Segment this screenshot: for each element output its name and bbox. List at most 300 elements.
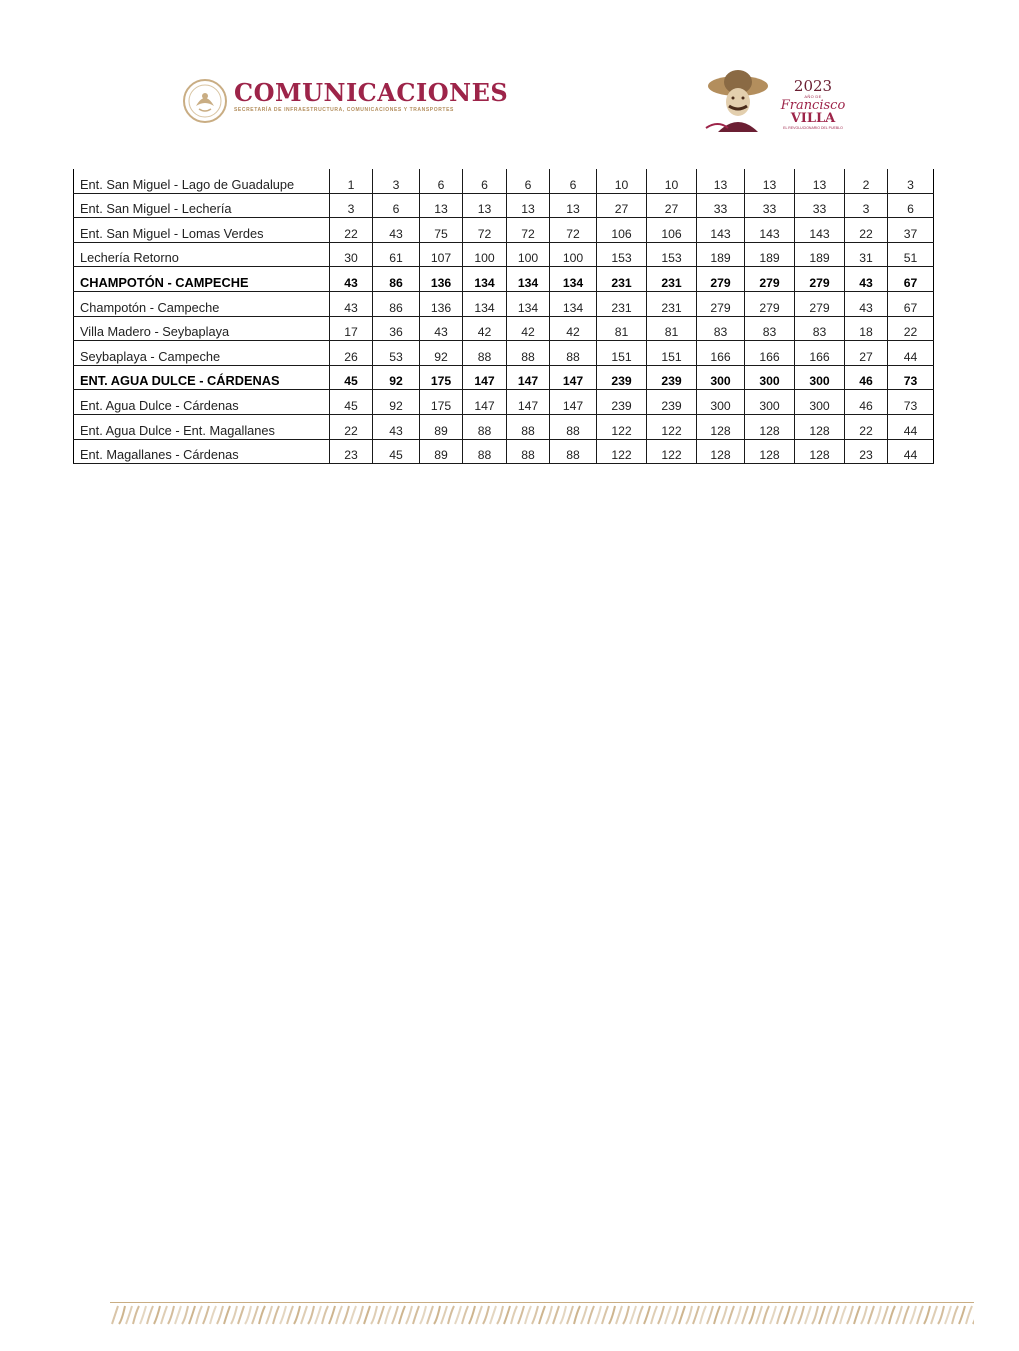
- route-name-cell: Ent. San Miguel - Lago de Guadalupe: [74, 169, 330, 193]
- rate-cell: 300: [697, 365, 745, 390]
- rate-cell: 72: [507, 218, 550, 243]
- rate-cell: 136: [420, 291, 463, 316]
- ornament-stroke: [959, 1306, 965, 1324]
- table-row: [74, 390, 934, 415]
- rate-cell: 134: [507, 267, 550, 292]
- rate-cell: 300: [697, 390, 745, 415]
- rate-cell: 73: [888, 365, 934, 390]
- route-name-cell: Seybaplaya - Campeche: [74, 341, 330, 366]
- ornament-stroke: [462, 1306, 468, 1324]
- agency-subtitle: SECRETARÍA DE INFRAESTRUCTURA, COMUNICACIONES Y TRANSPORTES: [234, 107, 454, 113]
- rate-cell: 128: [745, 414, 795, 439]
- ornament-stroke: [371, 1306, 377, 1324]
- ornament-stroke: [385, 1306, 391, 1324]
- route-name-cell: Ent. Magallanes - Cárdenas: [74, 439, 330, 464]
- ornament-stroke: [413, 1306, 419, 1324]
- rate-cell: 3: [373, 169, 420, 193]
- rate-cell: 231: [647, 291, 697, 316]
- ornament-stroke: [245, 1306, 251, 1324]
- rate-cell: 231: [647, 267, 697, 292]
- rate-cell: 88: [463, 414, 507, 439]
- ornament-stroke: [518, 1306, 524, 1324]
- ornament-stroke: [259, 1306, 265, 1324]
- ornament-stroke: [140, 1306, 146, 1324]
- rate-cell: 279: [697, 267, 745, 292]
- rate-cell: 107: [420, 242, 463, 267]
- rate-cell: 128: [795, 414, 845, 439]
- rate-cell: 189: [795, 242, 845, 267]
- rate-cell: 147: [507, 390, 550, 415]
- ornament-stroke: [966, 1306, 972, 1324]
- rate-cell: 45: [373, 439, 420, 464]
- ornament-stroke: [119, 1306, 125, 1324]
- rate-cell: 89: [420, 439, 463, 464]
- rate-cell: 23: [845, 439, 888, 464]
- rate-cell: 86: [373, 267, 420, 292]
- ornament-stroke: [161, 1306, 167, 1324]
- ornament-stroke: [826, 1306, 832, 1324]
- ornament-stroke: [147, 1306, 153, 1324]
- ornament-stroke: [637, 1306, 643, 1324]
- rate-cell: 27: [845, 341, 888, 366]
- ornament-stroke: [728, 1306, 734, 1324]
- table-row: [74, 169, 934, 193]
- ornament-stroke: [532, 1306, 538, 1324]
- ornament-stroke: [798, 1306, 804, 1324]
- rate-cell: 2: [845, 169, 888, 193]
- ornament-stroke: [546, 1306, 552, 1324]
- ornament-stroke: [749, 1306, 755, 1324]
- national-seal-icon: [182, 78, 228, 124]
- ornament-stroke: [686, 1306, 692, 1324]
- rate-cell: 189: [697, 242, 745, 267]
- rate-cell: 88: [550, 439, 597, 464]
- ornament-stroke: [357, 1306, 363, 1324]
- rate-cell: 83: [697, 316, 745, 341]
- rate-cell: 43: [845, 291, 888, 316]
- rate-cell: 46: [845, 365, 888, 390]
- ornament-stroke: [231, 1306, 237, 1324]
- villa-year: 2023: [793, 77, 833, 95]
- rate-cell: 100: [463, 242, 507, 267]
- rate-cell: 43: [373, 218, 420, 243]
- rate-cell: 22: [330, 414, 373, 439]
- rate-cell: 147: [550, 390, 597, 415]
- rate-cell: 67: [888, 267, 934, 292]
- ornament-stroke: [217, 1306, 223, 1324]
- rate-cell: 128: [697, 414, 745, 439]
- rate-cell: 33: [697, 193, 745, 218]
- ornament-stroke: [378, 1306, 384, 1324]
- table-row: [74, 242, 934, 267]
- rate-cell: 239: [647, 390, 697, 415]
- rate-cell: 22: [888, 316, 934, 341]
- table-row: [74, 341, 934, 366]
- villa-tag: AÑO DE: [804, 94, 822, 99]
- ornament-stroke: [168, 1306, 174, 1324]
- ornament-stroke: [665, 1306, 671, 1324]
- ornament-stroke: [182, 1306, 188, 1324]
- ornament-stroke: [812, 1306, 818, 1324]
- rate-cell: 88: [550, 341, 597, 366]
- rate-cell: 75: [420, 218, 463, 243]
- route-name-cell: Ent. San Miguel - Lechería: [74, 193, 330, 218]
- rate-cell: 147: [463, 390, 507, 415]
- rate-cell: 6: [420, 169, 463, 193]
- ornament-stroke: [805, 1306, 811, 1324]
- rate-cell: 231: [597, 267, 647, 292]
- ornament-stroke: [455, 1306, 461, 1324]
- ornament-stroke: [721, 1306, 727, 1324]
- route-name-cell: Ent. San Miguel - Lomas Verdes: [74, 218, 330, 243]
- route-name-cell: Ent. Agua Dulce - Cárdenas: [74, 390, 330, 415]
- rate-cell: 13: [420, 193, 463, 218]
- rate-cell: 6: [507, 169, 550, 193]
- rate-cell: 92: [420, 341, 463, 366]
- ornament-stroke: [735, 1306, 741, 1324]
- ornament-stroke: [840, 1306, 846, 1324]
- rate-cell: 147: [463, 365, 507, 390]
- route-name-cell: Champotón - Campeche: [74, 291, 330, 316]
- ornament-stroke: [784, 1306, 790, 1324]
- table-row: [74, 193, 934, 218]
- rate-cell: 151: [597, 341, 647, 366]
- footer-ornament: [110, 1302, 974, 1326]
- rate-cell: 61: [373, 242, 420, 267]
- ornament-stroke: [868, 1306, 874, 1324]
- ornament-stroke: [903, 1306, 909, 1324]
- ornament-stroke: [763, 1306, 769, 1324]
- toll-rates-table: [73, 169, 934, 464]
- rate-cell: 81: [597, 316, 647, 341]
- ornament-stroke: [224, 1306, 230, 1324]
- ornament-stroke: [210, 1306, 216, 1324]
- rate-cell: 166: [697, 341, 745, 366]
- agency-title: COMUNICACIONES: [234, 78, 509, 107]
- ornament-stroke: [756, 1306, 762, 1324]
- table-row: [74, 291, 934, 316]
- table-row: [74, 267, 934, 292]
- ornament-stroke: [364, 1306, 370, 1324]
- rate-cell: 26: [330, 341, 373, 366]
- rate-cell: 72: [550, 218, 597, 243]
- rate-cell: 6: [888, 193, 934, 218]
- ornament-stroke: [945, 1306, 951, 1324]
- rate-cell: 13: [463, 193, 507, 218]
- rate-cell: 122: [647, 414, 697, 439]
- ornament-stroke: [714, 1306, 720, 1324]
- rate-cell: 37: [888, 218, 934, 243]
- rate-cell: 13: [745, 169, 795, 193]
- rate-cell: 279: [745, 267, 795, 292]
- rate-cell: 122: [597, 414, 647, 439]
- rate-cell: 22: [845, 414, 888, 439]
- rate-cell: 23: [330, 439, 373, 464]
- ornament-stroke: [882, 1306, 888, 1324]
- rate-cell: 189: [745, 242, 795, 267]
- rate-cell: 88: [550, 414, 597, 439]
- ornament-stroke: [742, 1306, 748, 1324]
- rate-cell: 30: [330, 242, 373, 267]
- table-row: [74, 414, 934, 439]
- rate-cell: 10: [647, 169, 697, 193]
- rate-cell: 300: [745, 365, 795, 390]
- ornament-stroke: [553, 1306, 559, 1324]
- ornament-stroke: [280, 1306, 286, 1324]
- ornament-stroke: [924, 1306, 930, 1324]
- rate-cell: 88: [507, 414, 550, 439]
- ornament-stroke: [770, 1306, 776, 1324]
- ornament-stroke: [308, 1306, 314, 1324]
- rate-cell: 128: [795, 439, 845, 464]
- rate-cell: 134: [507, 291, 550, 316]
- rate-cell: 13: [550, 193, 597, 218]
- ornament-stroke: [616, 1306, 622, 1324]
- villa-name-last: VILLA: [790, 111, 836, 126]
- rate-cell: 17: [330, 316, 373, 341]
- ornament-stroke: [791, 1306, 797, 1324]
- page-header: [0, 0, 1019, 150]
- villa-year-emblem: [778, 78, 848, 131]
- rate-cell: 10: [597, 169, 647, 193]
- villa-name-first: Francisco: [780, 98, 846, 113]
- rate-cell: 239: [597, 365, 647, 390]
- ornament-stroke: [427, 1306, 433, 1324]
- ornament-stroke: [560, 1306, 566, 1324]
- rate-cell: 43: [845, 267, 888, 292]
- rate-cell: 147: [550, 365, 597, 390]
- ornament-stroke: [679, 1306, 685, 1324]
- rate-cell: 239: [597, 390, 647, 415]
- ornament-stroke: [483, 1306, 489, 1324]
- ornament-stroke: [609, 1306, 615, 1324]
- ornament-stroke: [441, 1306, 447, 1324]
- ornament-stroke: [539, 1306, 545, 1324]
- ornament-stroke: [133, 1306, 139, 1324]
- rate-cell: 122: [597, 439, 647, 464]
- rate-cell: 143: [697, 218, 745, 243]
- ornament-stroke: [574, 1306, 580, 1324]
- rate-cell: 231: [597, 291, 647, 316]
- rate-cell: 92: [373, 365, 420, 390]
- ornament-stroke: [595, 1306, 601, 1324]
- rate-cell: 27: [597, 193, 647, 218]
- rate-cell: 128: [697, 439, 745, 464]
- rate-cell: 22: [845, 218, 888, 243]
- ornament-stroke: [294, 1306, 300, 1324]
- rate-cell: 88: [463, 341, 507, 366]
- ornament-stroke: [833, 1306, 839, 1324]
- ornament-stroke: [420, 1306, 426, 1324]
- ornament-stroke: [777, 1306, 783, 1324]
- ornament-stroke: [581, 1306, 587, 1324]
- ornament-stroke: [399, 1306, 405, 1324]
- rate-cell: 31: [845, 242, 888, 267]
- route-name-cell: ENT. AGUA DULCE - CÁRDENAS: [74, 365, 330, 390]
- ornament-stroke: [525, 1306, 531, 1324]
- rate-cell: 151: [647, 341, 697, 366]
- rate-cell: 279: [697, 291, 745, 316]
- rate-cell: 42: [550, 316, 597, 341]
- ornament-stroke: [588, 1306, 594, 1324]
- ornament-stroke: [350, 1306, 356, 1324]
- rate-cell: 43: [373, 414, 420, 439]
- ornament-stroke: [847, 1306, 853, 1324]
- rate-cell: 143: [795, 218, 845, 243]
- francisco-villa-portrait-icon: [698, 62, 788, 134]
- rate-cell: 89: [420, 414, 463, 439]
- rate-cell: 83: [745, 316, 795, 341]
- rate-cell: 13: [507, 193, 550, 218]
- rate-cell: 134: [550, 291, 597, 316]
- ornament-stroke: [273, 1306, 279, 1324]
- ornament-stroke: [504, 1306, 510, 1324]
- rate-cell: 1: [330, 169, 373, 193]
- ornament-stroke: [343, 1306, 349, 1324]
- rate-cell: 300: [795, 365, 845, 390]
- rate-cell: 279: [795, 291, 845, 316]
- rate-cell: 44: [888, 341, 934, 366]
- rate-cell: 18: [845, 316, 888, 341]
- rate-cell: 6: [550, 169, 597, 193]
- rate-cell: 147: [507, 365, 550, 390]
- ornament-stroke: [126, 1306, 132, 1324]
- ornament-stroke: [406, 1306, 412, 1324]
- ornament-stroke: [203, 1306, 209, 1324]
- rate-cell: 81: [647, 316, 697, 341]
- ornament-stroke: [889, 1306, 895, 1324]
- rate-cell: 279: [795, 267, 845, 292]
- rate-cell: 51: [888, 242, 934, 267]
- rate-cell: 44: [888, 439, 934, 464]
- ornament-stroke: [154, 1306, 160, 1324]
- villa-subtitle: EL REVOLUCIONARIO DEL PUEBLO: [783, 126, 843, 130]
- rate-cell: 134: [463, 267, 507, 292]
- table-row: [74, 439, 934, 464]
- ornament-stroke: [931, 1306, 937, 1324]
- ornament-stroke: [707, 1306, 713, 1324]
- ornament-stroke: [938, 1306, 944, 1324]
- rate-cell: 92: [373, 390, 420, 415]
- ornament-stroke: [861, 1306, 867, 1324]
- ornament-stroke: [819, 1306, 825, 1324]
- route-name-cell: Lechería Retorno: [74, 242, 330, 267]
- ornament-stroke: [266, 1306, 272, 1324]
- route-name-cell: CHAMPOTÓN - CAMPECHE: [74, 267, 330, 292]
- ornament-stroke: [896, 1306, 902, 1324]
- ornament-stroke: [973, 1306, 974, 1324]
- ornament-stroke: [658, 1306, 664, 1324]
- ornament-stroke: [693, 1306, 699, 1324]
- ornament-stroke: [623, 1306, 629, 1324]
- rate-cell: 43: [420, 316, 463, 341]
- ornament-stroke: [175, 1306, 181, 1324]
- rate-cell: 166: [745, 341, 795, 366]
- rate-cell: 73: [888, 390, 934, 415]
- rate-cell: 6: [463, 169, 507, 193]
- ornament-stroke: [700, 1306, 706, 1324]
- rate-cell: 45: [330, 390, 373, 415]
- ornament-stroke: [672, 1306, 678, 1324]
- rate-cell: 43: [330, 267, 373, 292]
- rate-cell: 153: [597, 242, 647, 267]
- rate-cell: 44: [888, 414, 934, 439]
- rate-cell: 46: [845, 390, 888, 415]
- rate-cell: 53: [373, 341, 420, 366]
- rate-cell: 122: [647, 439, 697, 464]
- rate-cell: 36: [373, 316, 420, 341]
- agency-brand: [234, 80, 534, 113]
- ornament-stroke: [910, 1306, 916, 1324]
- rate-cell: 136: [420, 267, 463, 292]
- rate-cell: 33: [795, 193, 845, 218]
- rate-cell: 6: [373, 193, 420, 218]
- ornament-stroke: [252, 1306, 258, 1324]
- rate-cell: 88: [463, 439, 507, 464]
- rate-cell: 43: [330, 291, 373, 316]
- ornament-stroke: [189, 1306, 195, 1324]
- rate-cell: 3: [888, 169, 934, 193]
- ornament-stroke: [301, 1306, 307, 1324]
- rate-cell: 83: [795, 316, 845, 341]
- ornament-stroke: [392, 1306, 398, 1324]
- ornament-stroke: [469, 1306, 475, 1324]
- rate-cell: 166: [795, 341, 845, 366]
- ornament-stroke: [630, 1306, 636, 1324]
- route-name-cell: Villa Madero - Seybaplaya: [74, 316, 330, 341]
- ornament-stroke: [287, 1306, 293, 1324]
- rate-cell: 13: [795, 169, 845, 193]
- ornament-stroke: [490, 1306, 496, 1324]
- rate-cell: 134: [463, 291, 507, 316]
- rate-cell: 86: [373, 291, 420, 316]
- ornament-stroke: [854, 1306, 860, 1324]
- rate-cell: 42: [507, 316, 550, 341]
- ornament-stroke: [112, 1306, 118, 1324]
- rate-cell: 300: [795, 390, 845, 415]
- rate-cell: 45: [330, 365, 373, 390]
- ornament-stroke: [917, 1306, 923, 1324]
- ornament-stroke: [322, 1306, 328, 1324]
- rate-cell: 239: [647, 365, 697, 390]
- rate-cell: 106: [597, 218, 647, 243]
- rate-cell: 13: [697, 169, 745, 193]
- ornament-stroke: [196, 1306, 202, 1324]
- rate-cell: 27: [647, 193, 697, 218]
- rate-cell: 100: [550, 242, 597, 267]
- rate-cell: 42: [463, 316, 507, 341]
- rate-cell: 106: [647, 218, 697, 243]
- rate-cell: 175: [420, 365, 463, 390]
- rate-cell: 33: [745, 193, 795, 218]
- ornament-stroke: [875, 1306, 881, 1324]
- rate-cell: 134: [550, 267, 597, 292]
- table-row: [74, 365, 934, 390]
- rate-cell: 100: [507, 242, 550, 267]
- ornament-stroke: [511, 1306, 517, 1324]
- ornament-stroke: [448, 1306, 454, 1324]
- rate-cell: 88: [507, 341, 550, 366]
- ornament-stroke: [434, 1306, 440, 1324]
- ornament-stroke: [315, 1306, 321, 1324]
- rate-cell: 128: [745, 439, 795, 464]
- ornament-stroke: [497, 1306, 503, 1324]
- rate-cell: 88: [507, 439, 550, 464]
- ornament-stroke: [336, 1306, 342, 1324]
- rate-cell: 67: [888, 291, 934, 316]
- ornament-stroke: [602, 1306, 608, 1324]
- rate-cell: 22: [330, 218, 373, 243]
